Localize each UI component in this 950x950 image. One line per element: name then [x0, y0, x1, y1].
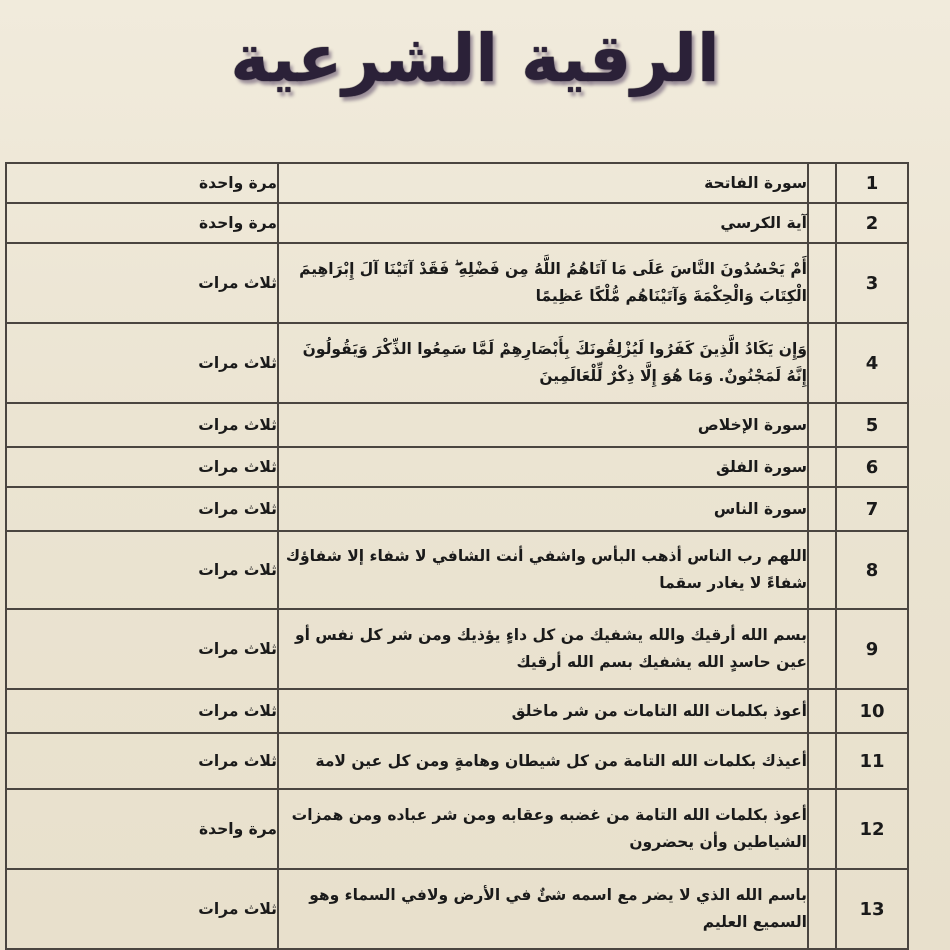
table-row — [6, 163, 908, 203]
row-spacer — [808, 403, 836, 447]
row-spacer — [808, 323, 836, 403]
table-row — [6, 203, 908, 243]
row-number: 6 — [836, 447, 908, 487]
table-row — [6, 869, 908, 949]
row-times: ثلاث مرات — [6, 733, 278, 789]
row-times: ثلاث مرات — [6, 323, 278, 403]
row-times: ثلاث مرات — [6, 403, 278, 447]
row-number: 4 — [836, 323, 908, 403]
row-number: 8 — [836, 531, 908, 609]
row-number: 2 — [836, 203, 908, 243]
row-text: أعوذ بكلمات الله التامات من شر ماخلق — [278, 689, 808, 733]
row-text: سورة الفاتحة — [278, 163, 808, 203]
row-text: سورة الناس — [278, 487, 808, 531]
table-row — [6, 789, 908, 869]
row-times: مرة واحدة — [6, 203, 278, 243]
row-text: باسم الله الذي لا يضر مع اسمه شئٌ في الأرض ولافي السماء وهو السميع العليم — [278, 869, 808, 949]
row-spacer — [808, 609, 836, 689]
row-text: أعيذك بكلمات الله التامة من كل شيطان وهامةٍ ومن كل عين لامة — [278, 733, 808, 789]
row-number: 5 — [836, 403, 908, 447]
table-row — [6, 689, 908, 733]
row-times: ثلاث مرات — [6, 487, 278, 531]
row-text: أَمْ يَحْسُدُونَ النَّاسَ عَلَى مَا آتَاهُمُ اللَّهُ مِن فَضْلِهِ ۖ فَقَدْ آتَيْنَا آلَ إِبْرَاهِيمَ الْكِتَابَ وَالْحِكْمَةَ وَآتَيْنَاهُم مُّلْكًا عَظِيمًا — [278, 243, 808, 323]
table-row — [6, 323, 908, 403]
ruqya-table — [5, 162, 909, 950]
row-spacer — [808, 733, 836, 789]
row-times: ثلاث مرات — [6, 531, 278, 609]
table-row — [6, 531, 908, 609]
row-spacer — [808, 789, 836, 869]
table-row — [6, 487, 908, 531]
row-number: 1 — [836, 163, 908, 203]
row-number: 10 — [836, 689, 908, 733]
row-times: مرة واحدة — [6, 789, 278, 869]
row-spacer — [808, 689, 836, 733]
row-number: 9 — [836, 609, 908, 689]
row-times: ثلاث مرات — [6, 869, 278, 949]
row-times: ثلاث مرات — [6, 243, 278, 323]
table-row — [6, 447, 908, 487]
row-number: 12 — [836, 789, 908, 869]
row-spacer — [808, 447, 836, 487]
row-number: 11 — [836, 733, 908, 789]
row-text: سورة الإخلاص — [278, 403, 808, 447]
row-text: سورة الفلق — [278, 447, 808, 487]
row-spacer — [808, 243, 836, 323]
row-text: أعوذ بكلمات الله التامة من غضبه وعقابه ومن شر عباده ومن همزات الشياطين وأن يحضرون — [278, 789, 808, 869]
row-times: ثلاث مرات — [6, 447, 278, 487]
table-row — [6, 609, 908, 689]
row-number: 13 — [836, 869, 908, 949]
row-number: 3 — [836, 243, 908, 323]
row-spacer — [808, 531, 836, 609]
row-spacer — [808, 163, 836, 203]
table-row — [6, 243, 908, 323]
table-row — [6, 403, 908, 447]
row-times: مرة واحدة — [6, 163, 278, 203]
row-text: آية الكرسي — [278, 203, 808, 243]
table-row — [6, 733, 908, 789]
row-text: اللهم رب الناس أذهب البأس واشفي أنت الشافي لا شفاء إلا شفاؤك شفاءً لا يغادر سقما — [278, 531, 808, 609]
row-times: ثلاث مرات — [6, 689, 278, 733]
row-spacer — [808, 869, 836, 949]
row-number: 7 — [836, 487, 908, 531]
row-text: وَإِن يَكَادُ الَّذِينَ كَفَرُوا لَيُزْلِقُونَكَ بِأَبْصَارِهِمْ لَمَّا سَمِعُوا الذِّكْرَ وَيَقُولُونَ إِنَّهُ لَمَجْنُونٌ. وَمَا هُوَ إِلَّا ذِكْرٌ لِّلْعَالَمِينَ — [278, 323, 808, 403]
row-times: ثلاث مرات — [6, 609, 278, 689]
row-text: بسم الله أرقيك والله يشفيك من كل داءٍ يؤذيك ومن شر كل نفس أو عين حاسدٍ الله يشفيك بسم الله أرقيك — [278, 609, 808, 689]
row-spacer — [808, 203, 836, 243]
page-title: الرقية الشرعية — [230, 20, 720, 97]
row-spacer — [808, 487, 836, 531]
